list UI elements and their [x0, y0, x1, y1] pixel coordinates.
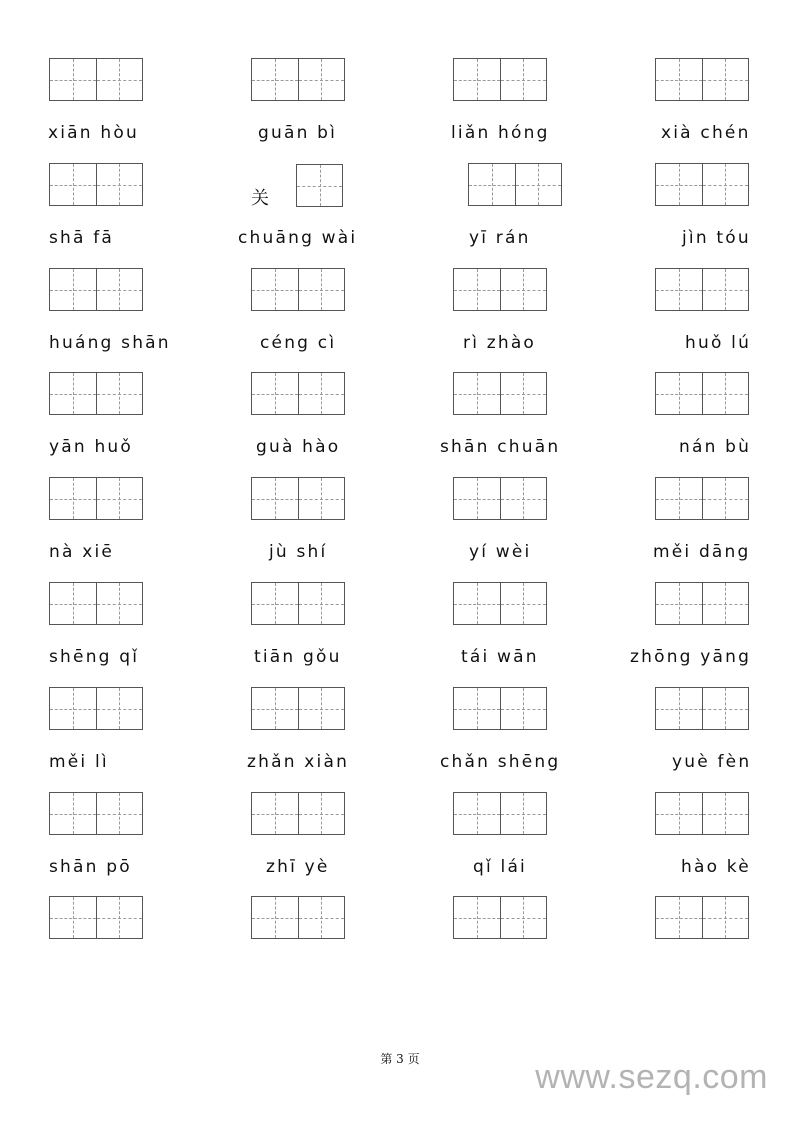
writing-box — [655, 582, 749, 625]
writing-cell — [50, 583, 96, 624]
writing-cell — [500, 583, 547, 624]
writing-cell — [656, 793, 702, 834]
pinyin-label: shān pō — [49, 857, 132, 877]
writing-cell — [96, 478, 143, 519]
pinyin-label: měi lì — [49, 752, 109, 772]
writing-cell — [50, 269, 96, 310]
writing-cell — [252, 478, 298, 519]
pinyin-label: shā fā — [49, 228, 115, 248]
writing-box — [49, 477, 143, 520]
writing-box — [251, 372, 345, 415]
writing-cell — [298, 478, 345, 519]
writing-cell — [297, 165, 342, 206]
watermark: www.sezq.com — [535, 1058, 768, 1096]
pinyin-label: shān chuān — [440, 437, 561, 457]
writing-cell — [298, 269, 345, 310]
pinyin-label: yí wèi — [469, 542, 532, 562]
writing-cell — [702, 373, 749, 414]
pinyin-label: yān huǒ — [49, 437, 134, 457]
pinyin-label: guān bì — [258, 123, 338, 143]
writing-cell — [96, 897, 143, 938]
writing-cell — [656, 897, 702, 938]
writing-cell — [454, 59, 500, 100]
writing-cell — [454, 478, 500, 519]
writing-cell — [50, 688, 96, 729]
writing-cell — [454, 583, 500, 624]
pinyin-label: rì zhào — [463, 333, 537, 353]
writing-cell — [454, 269, 500, 310]
writing-cell — [298, 59, 345, 100]
pinyin-label: shēng qǐ — [49, 647, 140, 667]
writing-box — [655, 792, 749, 835]
writing-cell — [656, 59, 702, 100]
writing-cell — [454, 688, 500, 729]
writing-box — [251, 477, 345, 520]
writing-cell — [500, 688, 547, 729]
writing-box-half — [296, 164, 343, 207]
writing-cell — [454, 793, 500, 834]
pinyin-label: tái wān — [461, 647, 539, 667]
writing-cell — [656, 269, 702, 310]
writing-cell — [702, 59, 749, 100]
writing-box — [453, 792, 547, 835]
writing-box — [49, 687, 143, 730]
writing-box — [251, 792, 345, 835]
writing-box — [49, 163, 143, 206]
writing-box — [251, 896, 345, 939]
writing-cell — [702, 897, 749, 938]
pinyin-label: xiān hòu — [48, 123, 139, 143]
pinyin-label: chuāng wài — [238, 228, 358, 248]
pinyin-label: xià chén — [661, 123, 751, 143]
writing-cell — [50, 897, 96, 938]
writing-cell — [702, 269, 749, 310]
writing-box — [49, 372, 143, 415]
writing-cell — [515, 164, 562, 205]
pinyin-label: zhī yè — [266, 857, 330, 877]
writing-box — [453, 582, 547, 625]
pinyin-label: nà xiē — [49, 542, 115, 562]
writing-box — [453, 268, 547, 311]
writing-cell — [96, 688, 143, 729]
writing-cell — [50, 164, 96, 205]
writing-box — [453, 58, 547, 101]
pinyin-label: tiān gǒu — [254, 647, 342, 667]
writing-box — [251, 58, 345, 101]
writing-cell — [702, 793, 749, 834]
writing-cell — [252, 793, 298, 834]
pinyin-label: huǒ lú — [685, 333, 752, 353]
writing-cell — [656, 164, 702, 205]
writing-cell — [96, 164, 143, 205]
writing-cell — [96, 59, 143, 100]
writing-box — [468, 163, 562, 206]
writing-box — [49, 896, 143, 939]
writing-cell — [96, 269, 143, 310]
pinyin-label: zhōng yāng — [630, 647, 752, 667]
writing-cell — [96, 793, 143, 834]
writing-cell — [252, 59, 298, 100]
writing-box — [453, 372, 547, 415]
writing-cell — [702, 164, 749, 205]
writing-cell — [500, 793, 547, 834]
prefilled-character: 关 — [251, 188, 269, 209]
writing-cell — [50, 478, 96, 519]
writing-cell — [500, 373, 547, 414]
writing-box — [49, 792, 143, 835]
writing-cell — [656, 583, 702, 624]
writing-cell — [500, 897, 547, 938]
writing-cell — [298, 373, 345, 414]
writing-cell — [454, 897, 500, 938]
pinyin-label: liǎn hóng — [451, 123, 550, 143]
writing-box — [655, 58, 749, 101]
writing-cell — [96, 373, 143, 414]
writing-cell — [252, 269, 298, 310]
writing-cell — [298, 897, 345, 938]
writing-box — [655, 687, 749, 730]
writing-box — [453, 896, 547, 939]
writing-cell — [50, 793, 96, 834]
writing-cell — [500, 59, 547, 100]
writing-box — [655, 372, 749, 415]
writing-cell — [252, 583, 298, 624]
writing-cell — [454, 373, 500, 414]
pinyin-label: hào kè — [681, 857, 751, 877]
writing-cell — [50, 59, 96, 100]
writing-cell — [500, 478, 547, 519]
writing-box — [655, 163, 749, 206]
writing-cell — [702, 688, 749, 729]
page-number: 第 3 页 — [380, 1052, 420, 1066]
writing-box — [453, 687, 547, 730]
pinyin-label: guà hào — [256, 437, 341, 457]
pinyin-label: měi dāng — [653, 542, 751, 562]
writing-cell — [656, 688, 702, 729]
pinyin-label: yī rán — [469, 228, 531, 248]
writing-cell — [252, 897, 298, 938]
writing-box — [49, 582, 143, 625]
writing-box — [49, 268, 143, 311]
writing-cell — [656, 478, 702, 519]
pinyin-label: yuè fèn — [672, 752, 752, 772]
pinyin-label: céng cì — [260, 333, 337, 353]
writing-box — [655, 477, 749, 520]
writing-cell — [656, 373, 702, 414]
writing-box — [453, 477, 547, 520]
writing-box — [655, 896, 749, 939]
pinyin-label: qǐ lái — [473, 857, 527, 877]
writing-cell — [500, 269, 547, 310]
writing-cell — [298, 793, 345, 834]
writing-box — [251, 687, 345, 730]
writing-cell — [50, 373, 96, 414]
writing-box — [655, 268, 749, 311]
writing-box — [251, 582, 345, 625]
writing-box — [49, 58, 143, 101]
writing-cell — [298, 583, 345, 624]
writing-cell — [252, 373, 298, 414]
writing-cell — [96, 583, 143, 624]
writing-cell — [702, 583, 749, 624]
pinyin-label: jù shí — [269, 542, 328, 562]
pinyin-label: huáng shān — [49, 333, 171, 353]
writing-cell — [252, 688, 298, 729]
pinyin-label: chǎn shēng — [440, 752, 561, 772]
writing-box — [251, 268, 345, 311]
pinyin-label: jìn tóu — [682, 228, 751, 248]
writing-cell — [298, 688, 345, 729]
writing-cell — [702, 478, 749, 519]
pinyin-label: nán bù — [679, 437, 752, 457]
writing-cell — [469, 164, 515, 205]
pinyin-label: zhǎn xiàn — [247, 752, 350, 772]
